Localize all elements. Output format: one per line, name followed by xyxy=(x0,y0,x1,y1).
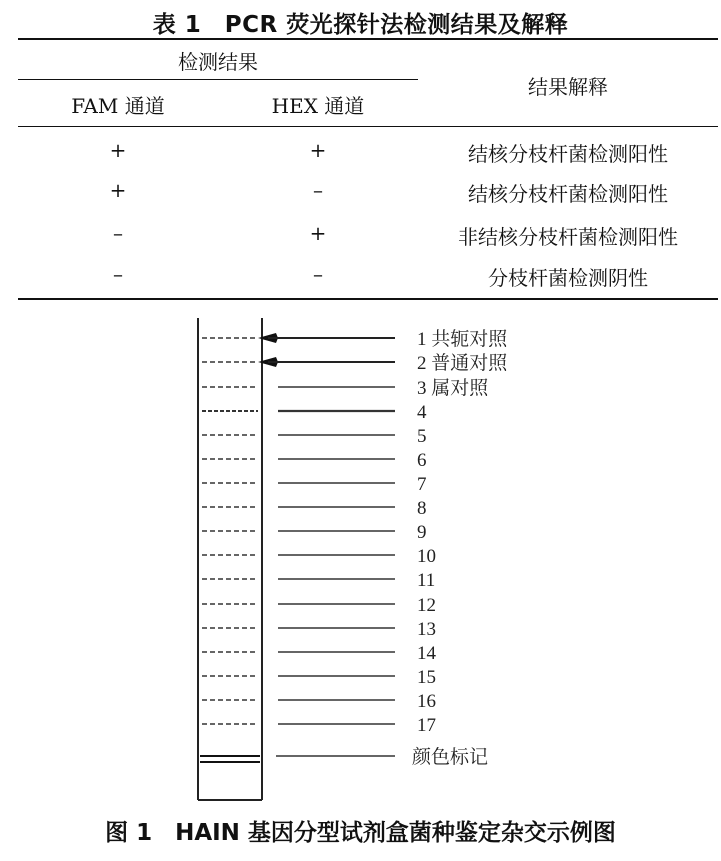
hex-value: – xyxy=(313,178,323,202)
hex-value: + xyxy=(309,221,327,245)
color-marker-band xyxy=(200,756,395,762)
hybridization-strip-figure xyxy=(0,300,721,805)
band-label: 11 xyxy=(417,570,436,591)
fam-value: + xyxy=(109,178,127,202)
header-group-rule xyxy=(18,79,418,80)
fam-value: + xyxy=(109,138,127,162)
band-label: 15 xyxy=(417,667,436,688)
header-rule xyxy=(18,126,718,127)
strip-band xyxy=(202,357,395,367)
band-labels xyxy=(412,328,508,768)
interpretation-value: 分枝杆菌检测阴性 xyxy=(488,266,648,290)
interpretation-value: 非结核分枝杆菌检测阳性 xyxy=(458,225,678,249)
hex-value: – xyxy=(313,262,323,286)
band-label: 4 xyxy=(417,402,427,423)
band-label: 5 xyxy=(417,426,427,447)
fam-value: – xyxy=(113,221,123,245)
band-label: 3 属对照 xyxy=(417,378,489,399)
header-hex-channel: HEX 通道 xyxy=(271,94,365,118)
header-fam-channel: FAM 通道 xyxy=(71,94,165,118)
band-label: 9 xyxy=(417,522,427,543)
strip-bands xyxy=(200,333,395,762)
figure-caption: 图 1 HAIN 基因分型试剂盒菌种鉴定杂交示例图 xyxy=(105,820,616,846)
band-label: 14 xyxy=(417,643,436,664)
band-label: 1 共轭对照 xyxy=(417,329,508,350)
band-label: 17 xyxy=(417,715,436,736)
top-rule xyxy=(18,38,718,40)
header-group-label: 检测结果 xyxy=(178,50,258,74)
color-marker-label: 颜色标记 xyxy=(412,747,489,768)
band-label: 2 普通对照 xyxy=(417,353,508,374)
fam-value: – xyxy=(113,262,123,286)
interpretation-value: 结核分枝杆菌检测阳性 xyxy=(468,142,668,166)
interpretation-value: 结核分枝杆菌检测阳性 xyxy=(468,182,668,206)
band-label: 16 xyxy=(417,691,436,712)
hex-value: + xyxy=(309,138,327,162)
band-label: 8 xyxy=(417,498,427,519)
header-interpretation: 结果解释 xyxy=(528,75,608,99)
band-label: 13 xyxy=(417,619,436,640)
band-label: 10 xyxy=(417,546,436,567)
band-label: 12 xyxy=(417,595,436,616)
table-title: 表 1 PCR 荧光探针法检测结果及解释 xyxy=(152,12,569,38)
strip-band xyxy=(202,333,395,343)
band-label: 6 xyxy=(417,450,427,471)
band-label: 7 xyxy=(417,474,427,495)
